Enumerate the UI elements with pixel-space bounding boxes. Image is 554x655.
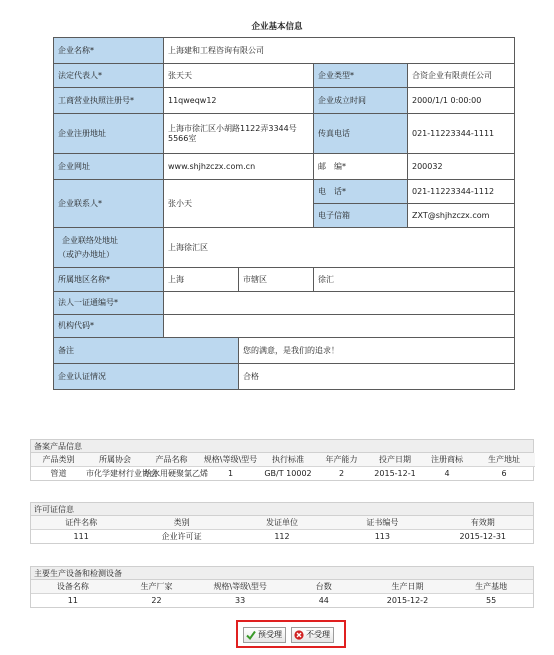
table-cell: 33 [235,595,246,605]
company-type-value: 合资企业有限责任公司 [408,64,515,88]
region-label: 所属地区名称* [54,268,164,292]
contact-address-label-line1: 企业联络处地址 [62,235,118,245]
website-label: 企业网址 [54,154,164,180]
cert-status-label: 企业认证情况 [54,364,239,390]
table-cell: 1 [227,468,234,478]
remark-value: 您的满意，是我们的追求！ [239,338,515,364]
table-cell: 2015-12-2 [386,595,429,605]
region-province: 上海 [164,268,239,292]
org-code-label: 机构代码* [54,315,164,338]
email-label: 电子信箱 [314,204,408,228]
reject-button[interactable] [291,627,334,643]
company-name-value: 上海建和工程咨询有限公司 [164,38,515,64]
legal-cert-value [164,292,515,315]
table-row [31,466,535,480]
products-table [31,453,535,480]
licenses-header: 发证单位 [232,516,332,529]
products-header: 生产地址 [473,453,535,466]
table-cell: 44 [318,595,329,605]
table-cell: 112 [274,531,290,541]
postcode-value: 200032 [408,154,515,180]
table-cell: 市化学建材行业协会 [86,468,158,478]
table-cell: 2015-12-1 [374,468,416,478]
products-header: 年产能力 [314,453,369,466]
table-row [31,529,533,543]
licenses-header: 类别 [131,516,231,529]
equipment-header: 生产日期 [366,580,450,593]
licenses-header: 证件名称 [31,516,131,529]
equipment-header: 规格\等级\型号 [198,580,282,593]
table-cell: 2 [338,468,345,478]
close-circle-icon [294,630,304,640]
legal-rep-label: 法定代表人* [54,64,164,88]
table-cell: 管道 [50,468,67,478]
page-title: 企业基本信息 [251,22,303,32]
reject-button-label: 不受理 [306,630,330,639]
contact-address-label [54,228,164,268]
equipment-header: 设备名称 [31,580,115,593]
founded-value: 2000/1/1 0:00:00 [408,88,515,114]
reg-no-label: 工商营业执照注册号* [54,88,164,114]
remark-label: 备注 [54,338,239,364]
table-cell: 11 [67,595,78,605]
table-cell: 企业许可证 [161,531,202,541]
products-header: 注册商标 [421,453,473,466]
table-cell: 给水用硬聚氯乙烯 [144,468,208,478]
email-value: ZXT@shjhzczx.com [408,204,515,228]
company-type-label: 企业类型* [314,64,408,88]
table-cell: 22 [151,595,162,605]
postcode-label: 邮 编* [314,154,408,180]
licenses-header: 证书编号 [332,516,432,529]
accept-button-label: 预受理 [258,630,282,639]
licenses-table [31,516,533,543]
accept-button[interactable] [243,627,286,643]
contact-label: 企业联系人* [54,180,164,228]
equipment-header: 生产厂家 [115,580,199,593]
equipment-table [31,580,533,607]
products-section [30,439,534,481]
region-city-label: 市辖区 [239,268,314,292]
products-title: 备案产品信息 [31,440,533,453]
action-buttons-highlight [236,620,346,648]
equipment-header: 台数 [282,580,366,593]
contact-address-value: 上海徐汇区 [164,228,515,268]
equipment-section [30,566,534,608]
table-cell: GB/T 10002 [264,468,312,478]
address-label: 企业注册地址 [54,114,164,154]
org-code-value [164,315,515,338]
contact-address-label-line2: （或沪办地址） [58,249,114,259]
company-info-table [53,37,515,390]
fax-value: 021-11223344-1111 [408,114,515,154]
equipment-header: 生产基地 [449,580,533,593]
table-cell: 4 [444,468,450,478]
products-header: 所属协会 [86,453,144,466]
founded-label: 企业成立时间 [314,88,408,114]
licenses-section [30,502,534,544]
products-header: 产品名称 [144,453,199,466]
equipment-title: 主要生产设备和检测设备 [31,567,533,580]
products-header: 执行标准 [262,453,314,466]
legal-cert-label: 法人一证通编号* [54,292,164,315]
fax-label: 传真电话 [314,114,408,154]
contact-value: 张小天 [164,180,314,228]
licenses-title: 许可证信息 [31,503,533,516]
legal-rep-value: 张天天 [164,64,314,88]
table-cell: 6 [501,468,507,478]
products-header: 产品类别 [31,453,86,466]
products-header: 投产日期 [369,453,421,466]
table-cell: 2015-12-31 [459,531,507,541]
table-cell: 111 [73,531,89,541]
website-value: www.shjhzczx.com.cn [164,154,314,180]
region-district: 徐汇 [314,268,515,292]
products-header: 规格\等级\型号 [199,453,262,466]
phone-label: 电 话* [314,180,408,204]
licenses-header: 有效期 [433,516,533,529]
address-value: 上海市徐汇区小胡路1122弄3344号5566室 [164,114,314,154]
table-row [31,593,533,607]
checkmark-icon [246,630,256,640]
table-cell: 113 [374,531,390,541]
reg-no-value: 11qweqw12 [164,88,314,114]
table-cell: 55 [486,595,497,605]
company-name-label: 企业名称* [54,38,164,64]
phone-value: 021-11223344-1112 [408,180,515,204]
cert-status-value: 合格 [239,364,515,390]
